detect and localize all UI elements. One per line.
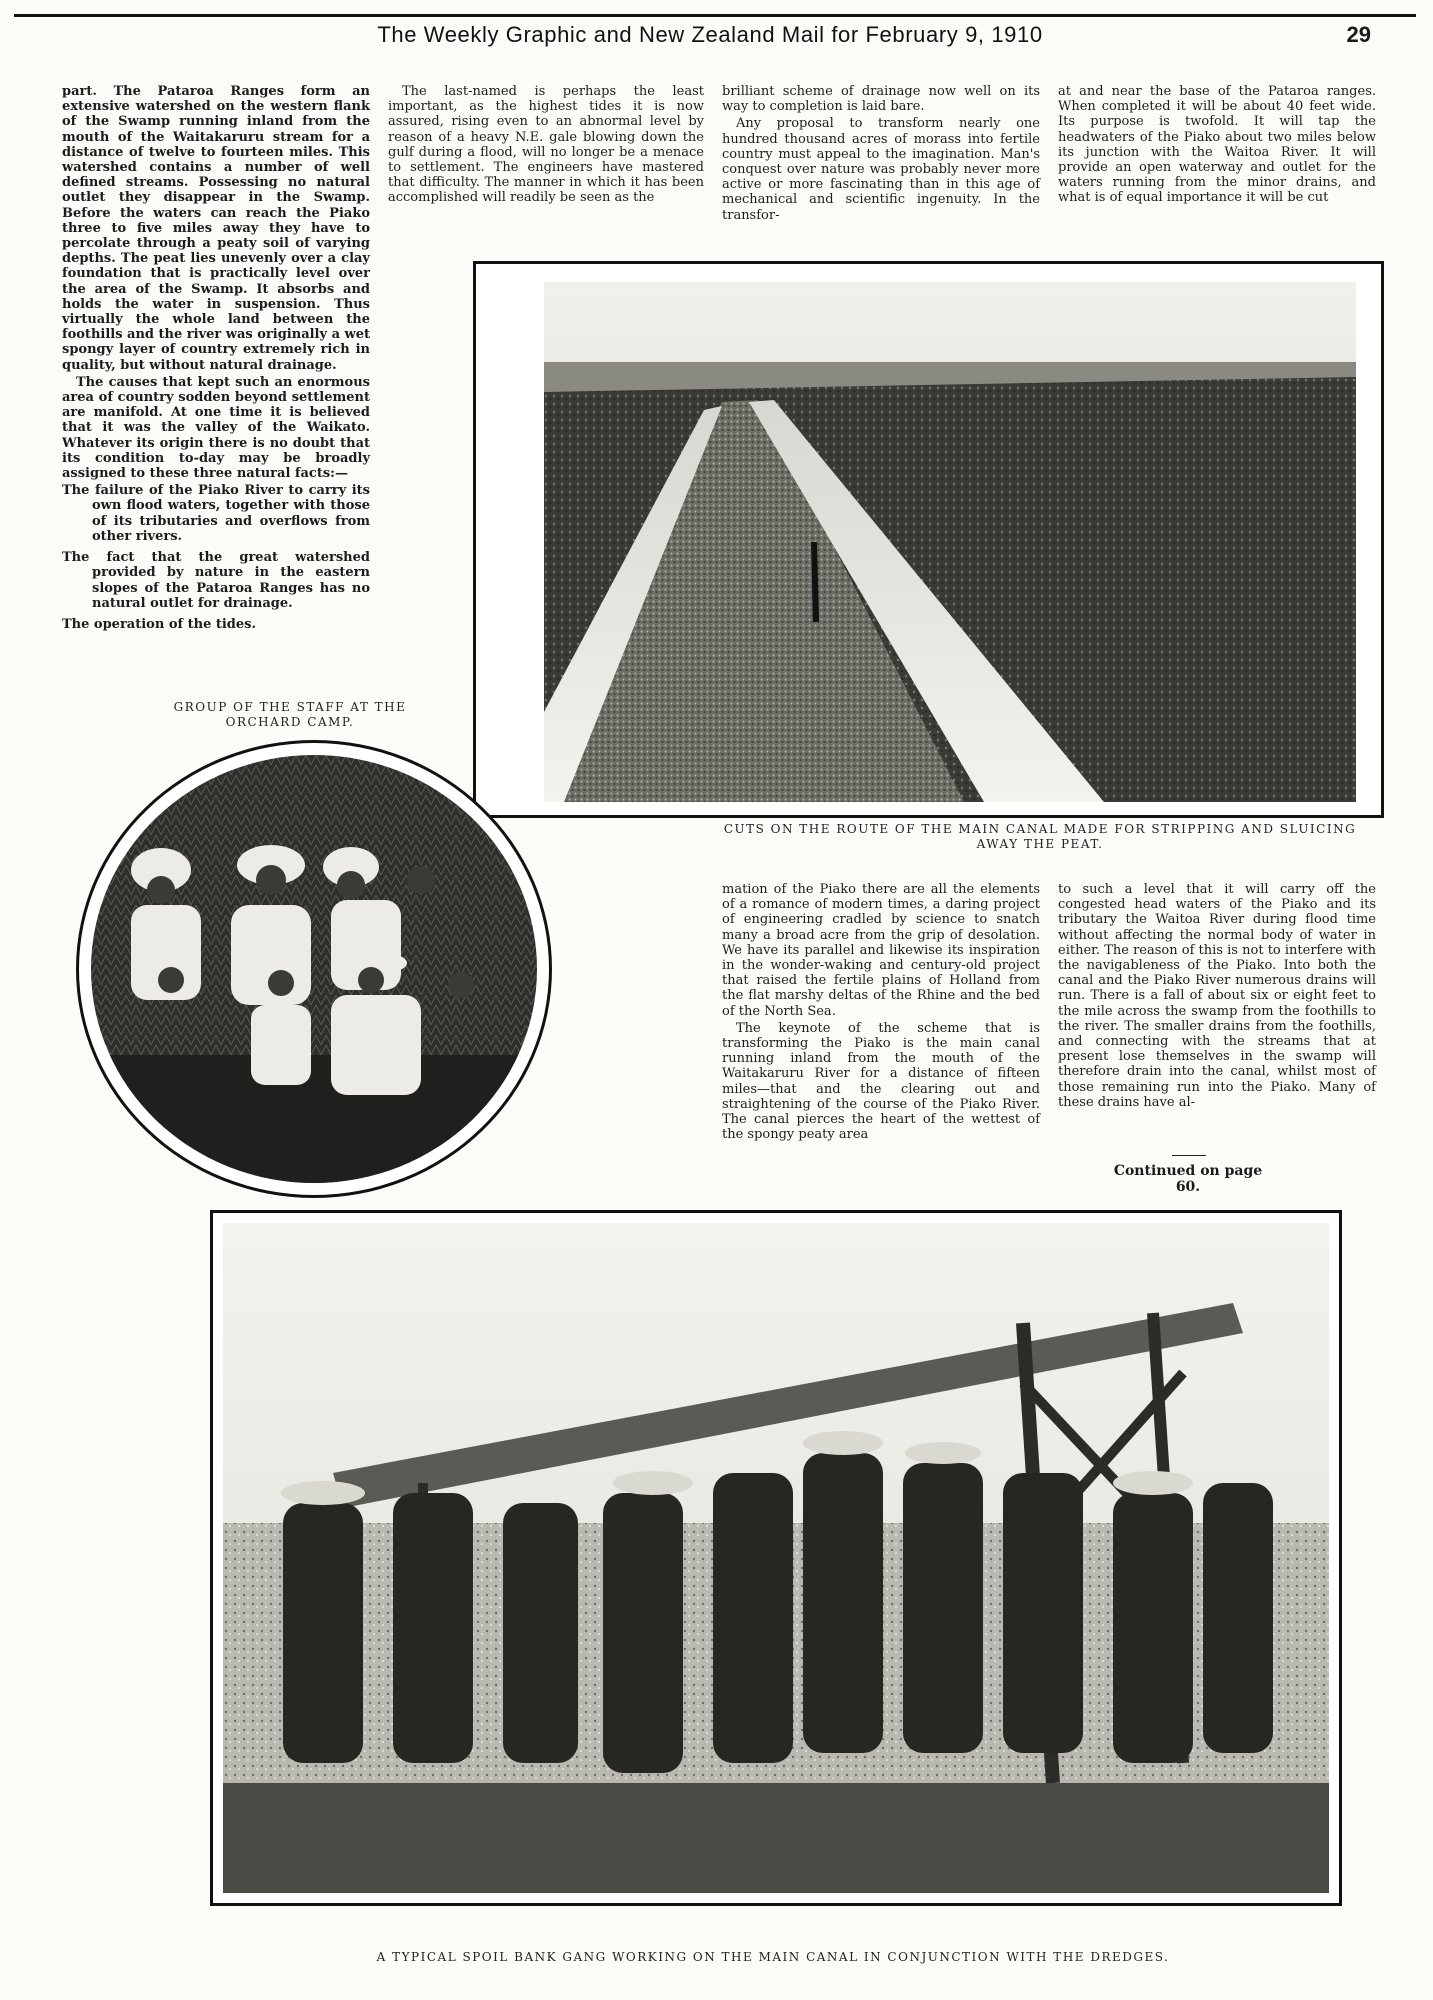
column-4-para-1: at and near the base of the Pataroa ranges. When completed it will be about 40 feet wide. Its purpose is twofold. It will tap the headwaters of the Piako about two miles below its junction with the Waitoa River. It will provide an open waterway and outlet for the waters running from the minor drains, and what is of equal importance it will be cut xyxy=(1058,84,1376,206)
canal-caption: CUTS ON THE ROUTE OF THE MAIN CANAL MADE FOR STRIPPING AND SLUICING AWAY THE PEAT. xyxy=(723,822,1357,851)
column-5-para-2: The keynote of the scheme that is transforming the Piako is the main canal running inland from the mouth of the Waitakaruru River for a distance of fifteen miles—that and the clearing out and straightening of the course of the Piako River. The canal pierces the heart of the wettest of the spongy peaty area xyxy=(722,1020,1040,1143)
continued-rule xyxy=(1172,1155,1206,1156)
staff-photo xyxy=(91,755,537,1183)
column-1-para-2: The causes that kept such an enormous area of country sodden beyond settlement are manifold. At one time it is believed that it was the valley of the Waikato. Whatever its origin there is no doubt that its condition to-day may be broadly assigned to these three natural facts:— xyxy=(62,374,370,482)
column-3 xyxy=(722,84,1040,225)
column-1-para-1: part. The Pataroa Ranges form an extensive watershed on the western flank of the Swamp running inland from the mouth of the Waitakaruru stream for a distance of twelve to fourteen miles. This watershed contains a number of well defined streams. Possessing no natural outlet they disappear in the Swamp. Before the waters can reach the Piako three to five miles away they have to percolate through a peaty soil of varying depths. The peat lies unevenly over a clay foundation that is practically level over the area of the Swamp. It absorbs and holds the water in suspension. Thus virtually the whole land between the foothills and the river was originally a wet spongy layer of country extremely rich in quality, but without natural drainage. xyxy=(62,84,370,373)
gang-photo xyxy=(223,1223,1329,1893)
gang-caption: A TYPICAL SPOIL BANK GANG WORKING ON THE MAIN CANAL IN CONJUNCTION WITH THE DREDGES. xyxy=(376,1950,1170,1964)
staff-photo-frame xyxy=(76,740,552,1198)
column-3-para-1: brilliant scheme of drainage now well on its way to completion is laid bare. xyxy=(722,84,1040,115)
page-number: 29 xyxy=(1346,22,1371,47)
column-2-para-1: The last-named is perhaps the least important, as the highest tides it is now assured, rising even to an abnormal level by reason of a heavy N.E. gale blowing down the gulf during a flood, will no longer be a menace to settlement. The engineers have mastered that difficulty. The manner in which it has been accomplished will readily be seen as the xyxy=(388,84,704,206)
column-3-para-2: Any proposal to transform nearly one hundred thousand acres of morass into fertile country must appeal to the imagination. Man's conquest over nature was probably never more active or more fascinating than in this age of mechanical and scientific ingenuity. In the transfor- xyxy=(722,116,1040,223)
column-6 xyxy=(1058,882,1376,1112)
fact-2: The fact that the great watershed provided by nature in the eastern slopes of the Pataroa Ranges has no natural outlet for drainage. xyxy=(62,550,370,611)
staff-caption: GROUP OF THE STAFF AT THE ORCHARD CAMP. xyxy=(173,700,407,729)
fact-1: The failure of the Piako River to carry its own flood waters, together with those of its tributaries and overflows from other rivers. xyxy=(62,483,370,544)
canal-photo xyxy=(544,282,1356,802)
column-1 xyxy=(62,84,370,638)
column-4 xyxy=(1058,84,1376,208)
masthead-title: The Weekly Graphic and New Zealand Mail for February 9, 1910 xyxy=(377,22,1043,47)
column-5 xyxy=(722,882,1040,1144)
column-2 xyxy=(388,84,704,208)
fact-3: The operation of the tides. xyxy=(62,616,257,632)
column-6-para-1: to such a level that it will carry off the congested head waters of the Piako and its tributary the Waitoa River during flood time without affecting the normal body of water in either. The reason of this is not to interfere with the navigableness of the Piako. Into both the canal and the Piako River numerous drains will run. There is a fall of about six or eight feet to the mile across the swamp from the foothills to the river. The smaller drains from the foothills, and connecting with the streams that at present lose themselves in the swamp will therefore drain into the canal, whilst most of those remaining run into the Piako. Many of these drains have al- xyxy=(1058,882,1376,1110)
column-5-para-1: mation of the Piako there are all the elements of a romance of modern times, a daring project of engineering cradled by science to snatch many a broad acre from the grip of desolation. We have its parallel and likewise its inspiration in the wonder-waking and century-old project that raised the fertile plains of Holland from the flat marshy deltas of the Rhine and the bed of the North Sea. xyxy=(722,882,1040,1019)
gang-photo-frame xyxy=(210,1210,1342,1906)
masthead-rule xyxy=(14,14,1416,17)
canal-photo-frame xyxy=(473,261,1384,818)
continued-note: Continued on page 60. xyxy=(1113,1163,1263,1195)
